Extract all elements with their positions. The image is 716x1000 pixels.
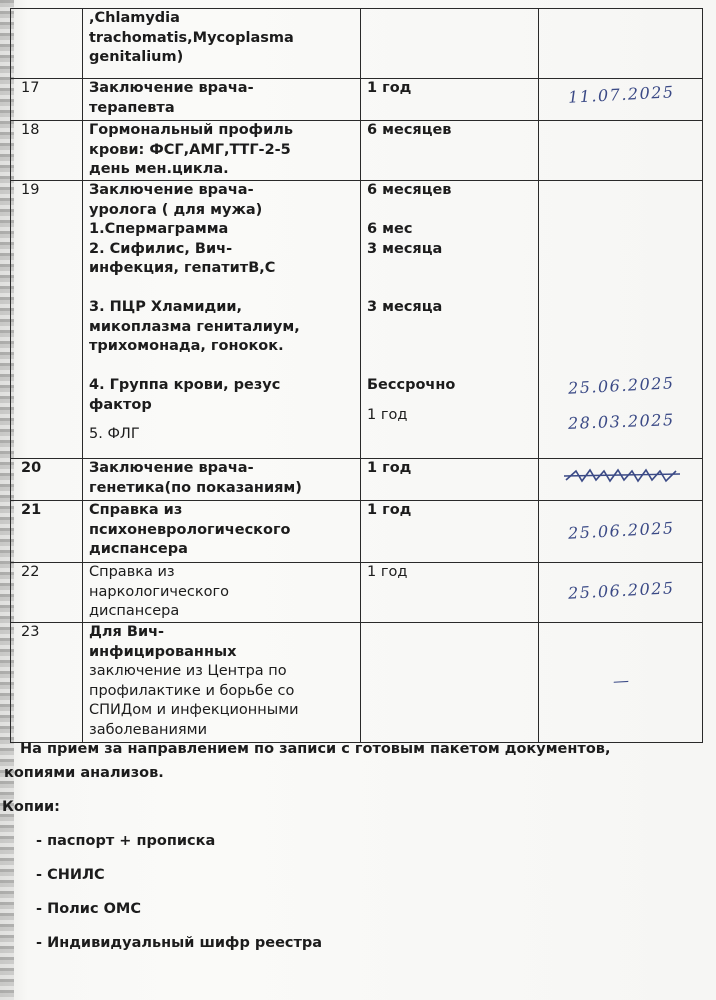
copies-item: - паспорт + прописка <box>36 833 216 849</box>
row-date <box>539 9 703 79</box>
table-row <box>11 181 703 459</box>
row-date <box>539 563 703 623</box>
table-row <box>11 459 703 501</box>
row-number: 17 <box>11 79 83 121</box>
handwritten-date: 25.06.2025 <box>567 373 676 398</box>
row-date <box>539 121 703 181</box>
row-number: 22 <box>11 563 83 623</box>
table-row <box>11 121 703 181</box>
row-term: 1 год <box>361 501 539 563</box>
row-term: 6 месяцев 6 мес 3 месяца 3 месяца Бессрочно 1 год <box>361 181 539 459</box>
handwritten-date: 25.06.2025 <box>567 578 676 603</box>
requirements-table <box>10 8 703 743</box>
row-number: 19 <box>11 181 83 459</box>
row-description: Заключение врача- терапевта <box>83 79 361 121</box>
row-term <box>361 623 539 743</box>
table-row <box>11 79 703 121</box>
handwritten-date: 11.07.2025 <box>567 82 676 107</box>
row-date <box>539 501 703 563</box>
table-row <box>11 9 703 79</box>
handwritten-dash: — <box>612 670 631 691</box>
row-term <box>361 9 539 79</box>
row-description: Заключение врача- уролога ( для мужа) 1.Спермаграмма 2. Сифилис, Вич- инфекция, гепатитВ,С 3. ПЦР Хламидии, микоплазма гениталиум, трихомонада, гонокок. 4. Группа крови, резус фактор 5. ФЛГ <box>83 181 361 459</box>
row-description: Заключение врача- генетика(по показаниям) <box>83 459 361 501</box>
row-date <box>539 623 703 743</box>
row-description: Справка из наркологического диспансера <box>83 563 361 623</box>
row-term: 1 год <box>361 563 539 623</box>
row-date <box>539 459 703 501</box>
row-date <box>539 181 703 459</box>
row-number: 23 <box>11 623 83 743</box>
row-description: ,Chlamydia trachomatis,Mycoplasma genitalium) <box>83 9 361 79</box>
row-description: Справка из психоневрологического диспансера <box>83 501 361 563</box>
row-number: 18 <box>11 121 83 181</box>
table-row <box>11 563 703 623</box>
copies-item: - Индивидуальный шифр реестра <box>36 935 323 951</box>
copies-item: - СНИЛС <box>36 867 105 883</box>
handwritten-date: 25.06.2025 <box>567 518 676 543</box>
row-number <box>11 9 83 79</box>
copies-item: - Полис ОМС <box>36 901 141 917</box>
copies-title: Копии: <box>2 799 60 815</box>
row-date <box>539 79 703 121</box>
row-term: 1 год <box>361 79 539 121</box>
table-row <box>11 623 703 743</box>
table-row <box>11 501 703 563</box>
row-term: 6 месяцев <box>361 121 539 181</box>
row-number: 21 <box>11 501 83 563</box>
handwritten-date: 28.03.2025 <box>567 409 676 433</box>
row-description: Гормональный профиль крови: ФСГ,АМГ,ТТГ-2-5 день мен.цикла. <box>83 121 361 181</box>
notes-line-1: На прием за направлением по записи с готовым пакетом документов, <box>20 741 611 757</box>
row-description: Для Вич- инфицированных заключение из Центра по профилактике и борьбе со СПИДом и инфекционными заболеваниями <box>83 623 361 743</box>
notes-line-2: копиями анализов. <box>4 765 164 781</box>
row-number: 20 <box>11 459 83 501</box>
crossed-out-date <box>562 467 682 485</box>
row-term: 1 год <box>361 459 539 501</box>
